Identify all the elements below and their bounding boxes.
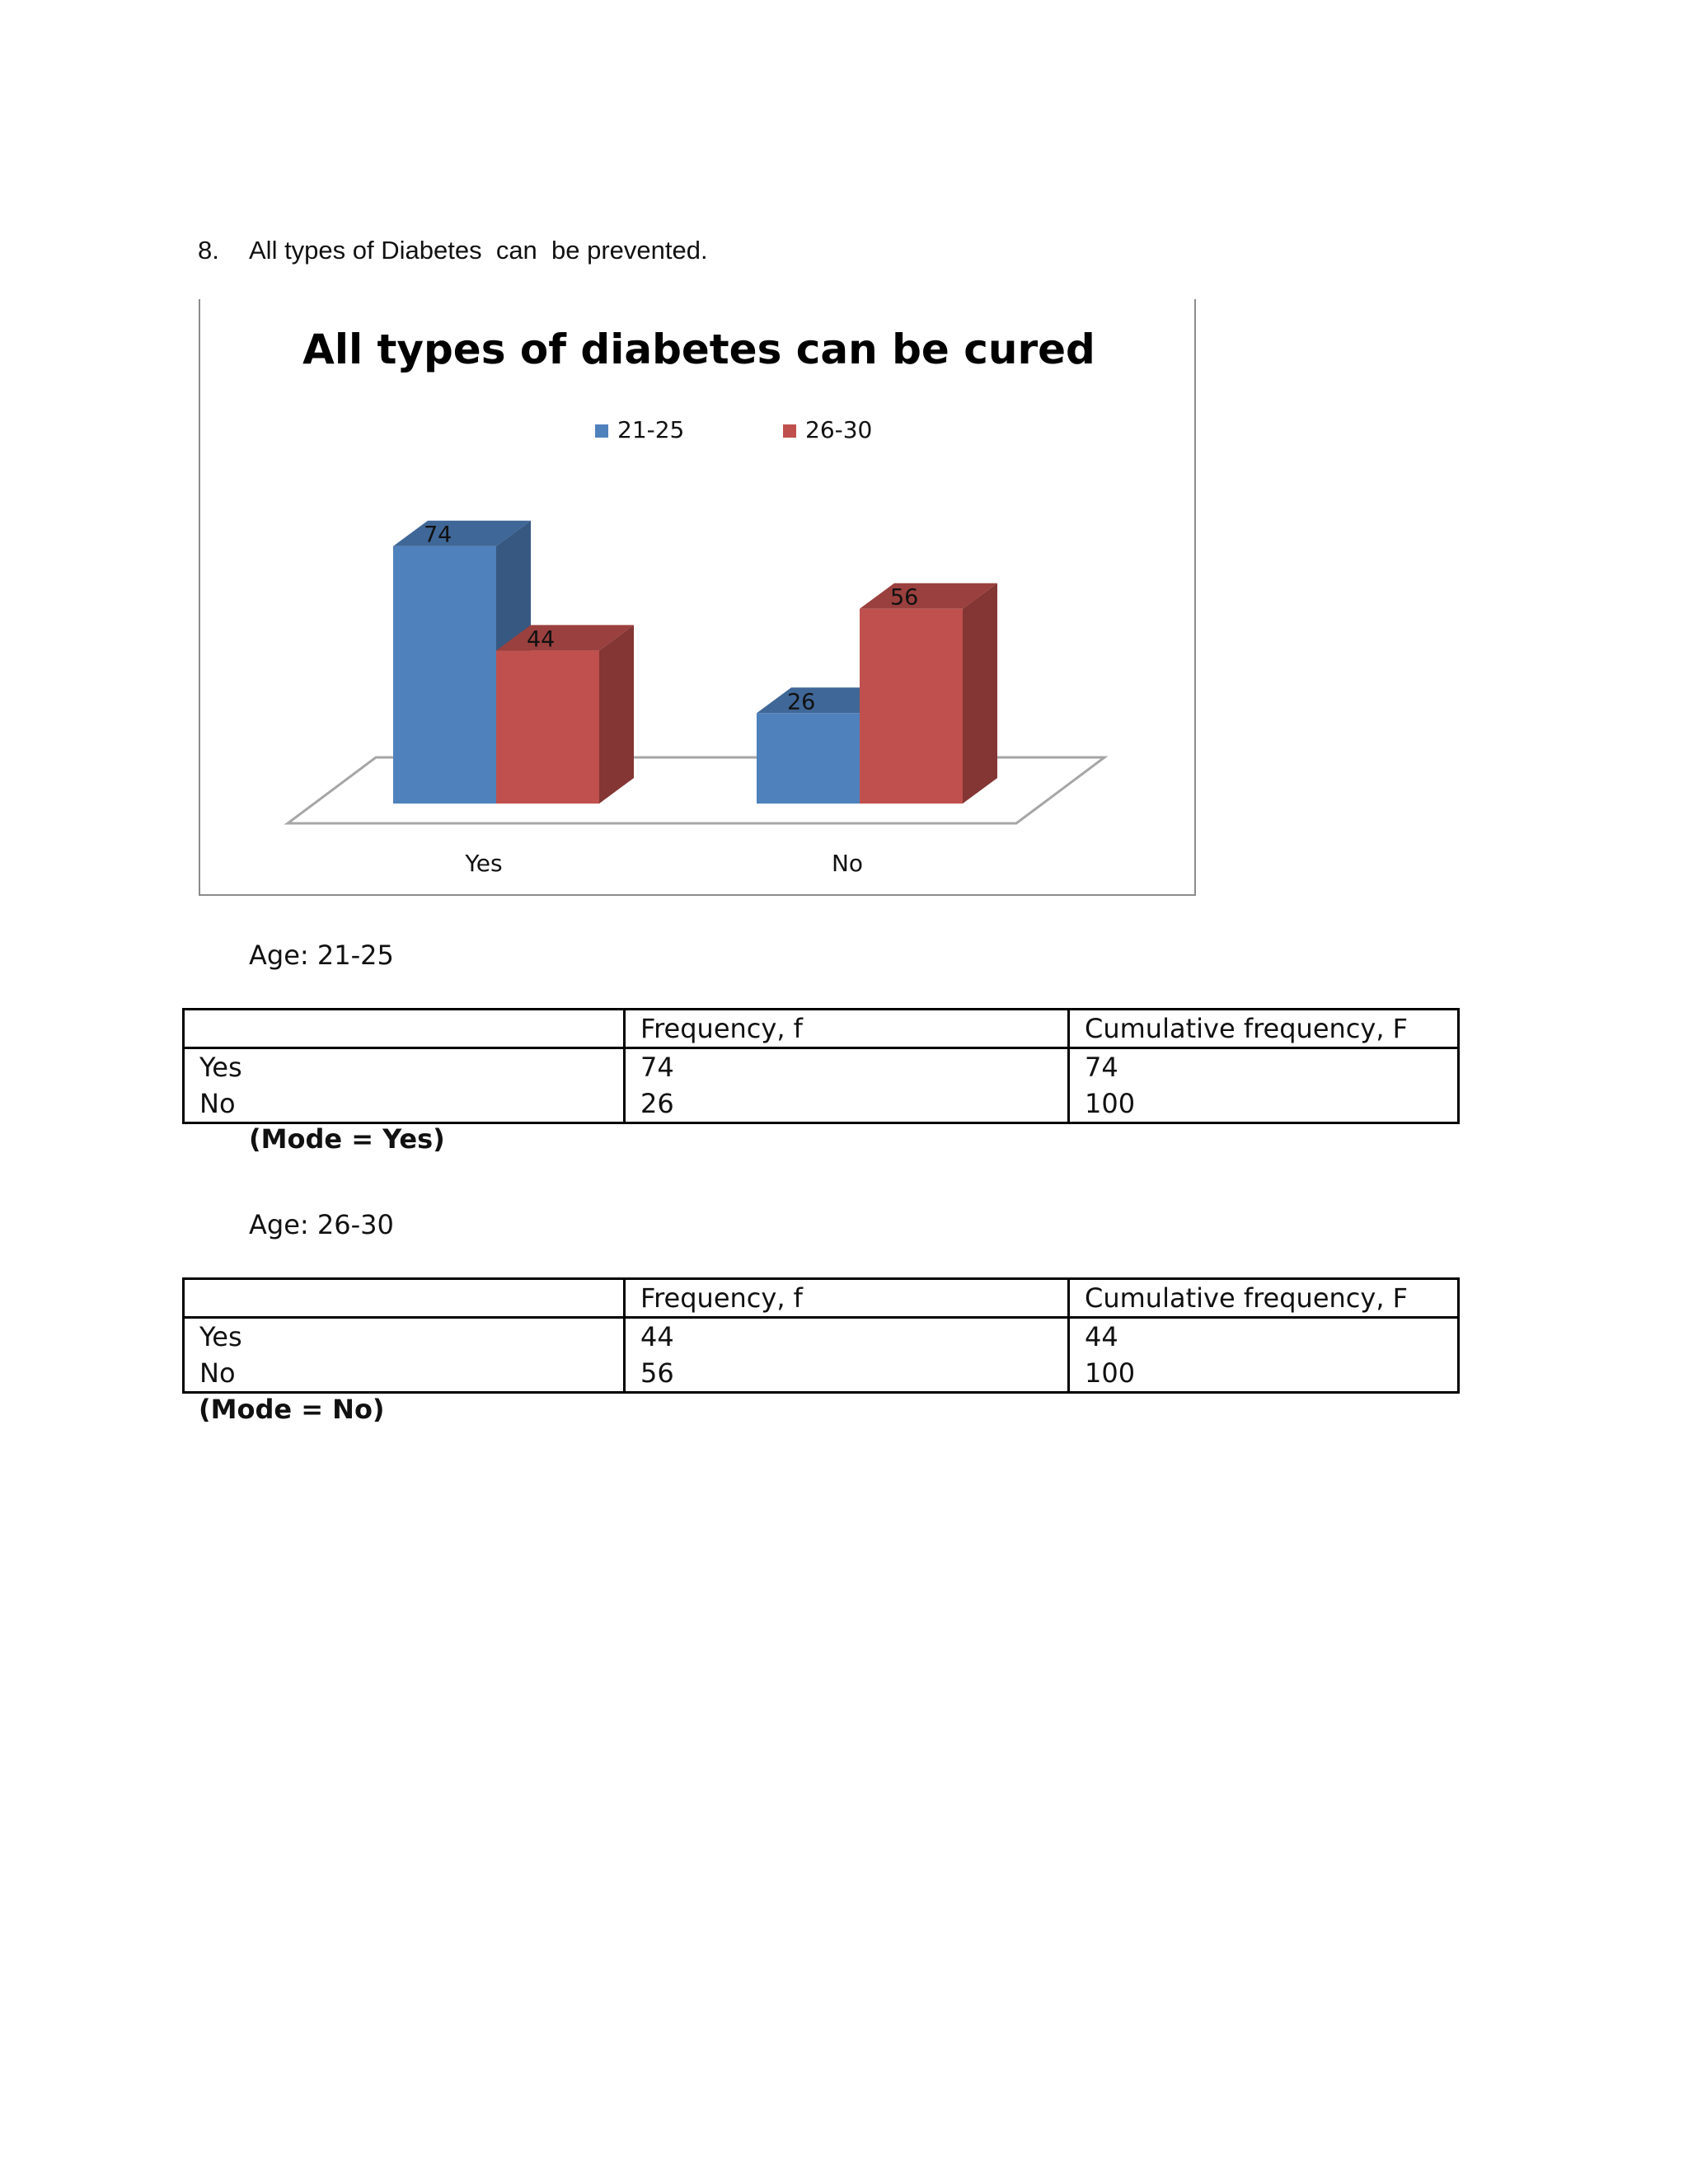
- frequency-table-21-25: [182, 1008, 1460, 1124]
- legend-label-21-25: 21-25: [617, 416, 685, 443]
- bar-side-face: [599, 625, 634, 804]
- x-tick-label-yes: Yes: [465, 850, 503, 877]
- chart-legend: [595, 416, 872, 443]
- data-label-yes-26-30: 44: [527, 626, 556, 653]
- header-frequency: Frequency, f: [625, 1279, 1069, 1318]
- header-frequency: Frequency, f: [625, 1010, 1069, 1048]
- table1-caption: Age: 21-25: [249, 940, 394, 971]
- chart-frame: [199, 299, 1196, 896]
- header-blank: [184, 1279, 625, 1318]
- bar-yes-26-30: [496, 625, 634, 804]
- row-label: Yes: [184, 1318, 625, 1356]
- bar-front-face: [393, 546, 496, 804]
- table-row: [184, 1318, 1459, 1356]
- table-row: [184, 1048, 1459, 1086]
- row-cumulative: 100: [1069, 1085, 1459, 1123]
- row-label: No: [184, 1085, 625, 1123]
- row-cumulative: 74: [1069, 1048, 1459, 1086]
- bar-front-face: [496, 650, 599, 804]
- row-frequency: 26: [625, 1085, 1069, 1123]
- header-cumulative: Cumulative frequency, F: [1069, 1010, 1459, 1048]
- table-header-row: [184, 1010, 1459, 1048]
- table-row: [184, 1355, 1459, 1393]
- row-frequency: 74: [625, 1048, 1069, 1086]
- legend-swatch-26-30: [783, 424, 796, 438]
- table1-mode: (Mode = Yes): [249, 1123, 445, 1155]
- table2-caption: Age: 26-30: [249, 1209, 394, 1240]
- bar-no-26-30: [860, 583, 997, 804]
- bar-front-face: [757, 713, 860, 804]
- data-label-no-21-25: 26: [787, 689, 816, 715]
- question-text: All types of Diabetes can be prevented.: [249, 236, 708, 265]
- x-tick-label-no: No: [831, 850, 864, 877]
- row-cumulative: 44: [1069, 1318, 1459, 1356]
- table2-mode: (Mode = No): [199, 1394, 385, 1425]
- row-frequency: 44: [625, 1318, 1069, 1356]
- chart-title: All types of diabetes can be cured: [302, 326, 1095, 373]
- header-cumulative: Cumulative frequency, F: [1069, 1279, 1459, 1318]
- legend-label-26-30: 26-30: [805, 416, 873, 443]
- bar-side-face: [963, 583, 997, 804]
- bar-chart: [200, 299, 1198, 896]
- question-number: 8.: [198, 236, 219, 265]
- data-label-yes-21-25: 74: [424, 522, 452, 548]
- legend-swatch-21-25: [595, 424, 608, 438]
- row-cumulative: 100: [1069, 1355, 1459, 1393]
- question-line: [198, 236, 708, 265]
- table-header-row: [184, 1279, 1459, 1318]
- header-blank: [184, 1010, 625, 1048]
- data-label-no-26-30: 56: [890, 584, 919, 611]
- chart-x-axis-labels: [464, 850, 863, 877]
- table-row: [184, 1085, 1459, 1123]
- frequency-table-26-30: [182, 1277, 1460, 1394]
- row-label: Yes: [184, 1048, 625, 1086]
- bar-front-face: [860, 609, 963, 804]
- row-label: No: [184, 1355, 625, 1393]
- row-frequency: 56: [625, 1355, 1069, 1393]
